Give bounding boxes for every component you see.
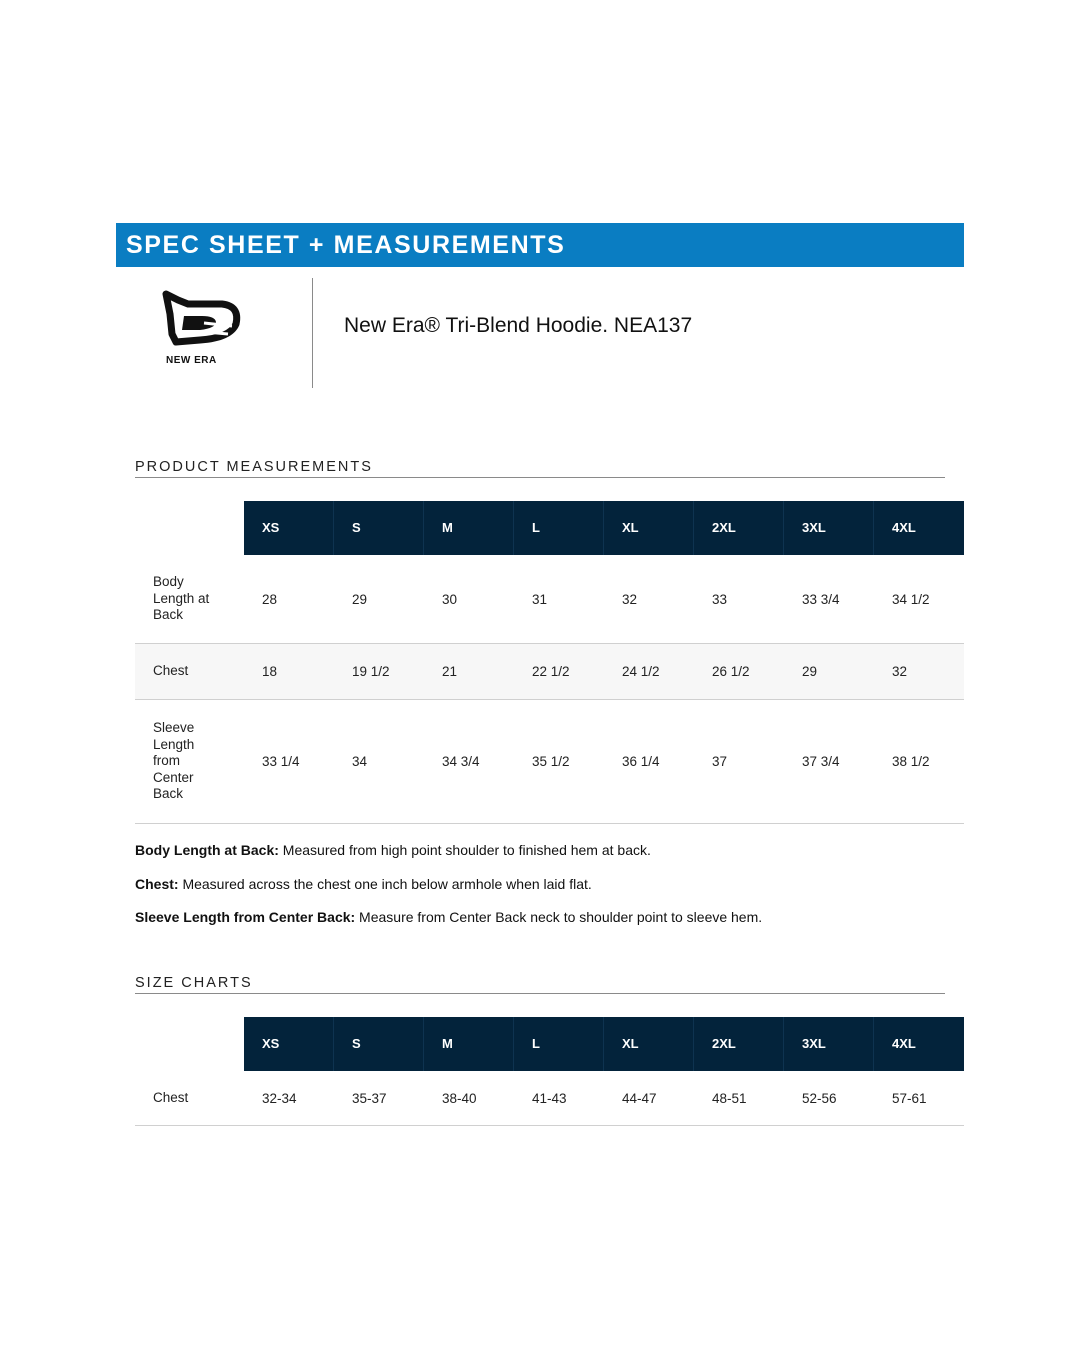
- table-cell: 34: [352, 754, 368, 769]
- header-cell: M: [424, 1017, 514, 1071]
- header-cell: 3XL: [784, 501, 874, 555]
- table-cell: 32: [892, 664, 908, 679]
- size-charts-heading: SIZE CHARTS: [135, 975, 945, 994]
- header-cell: L: [514, 1017, 604, 1071]
- header-cell: M: [424, 501, 514, 555]
- table-cell: 34 3/4: [442, 754, 480, 769]
- header-cell: 2XL: [694, 1017, 784, 1071]
- table-cell: 38 1/2: [892, 754, 930, 769]
- table-cell: 28: [262, 591, 278, 607]
- header-cell: 4XL: [874, 1017, 964, 1071]
- table-cell: 33 1/4: [262, 754, 300, 769]
- table-cell: 41-43: [532, 1090, 567, 1106]
- header-corner: [135, 501, 244, 555]
- table-cell: 44-47: [622, 1090, 657, 1106]
- table-cell: 31: [532, 591, 548, 607]
- note-text: Measured across the chest one inch below armhole when laid flat.: [178, 875, 592, 892]
- table-cell: 34 1/2: [892, 591, 930, 607]
- table-cell: 32-34: [262, 1090, 297, 1106]
- header-cell: S: [334, 501, 424, 555]
- table-cell: 19 1/2: [352, 664, 390, 679]
- logo-wordmark: NEW ERA: [166, 355, 217, 366]
- table-cell: 29: [352, 591, 368, 607]
- table-cell: 32: [622, 591, 638, 607]
- table-cell: 35 1/2: [532, 754, 570, 769]
- table-cell: 36 1/4: [622, 754, 660, 769]
- header-cell: S: [334, 1017, 424, 1071]
- table-cell: 24 1/2: [622, 664, 660, 679]
- header-divider: [312, 278, 313, 388]
- header-corner: [135, 1017, 244, 1071]
- header-cell: 2XL: [694, 501, 784, 555]
- table-row: [135, 555, 964, 644]
- table-cell: 37 3/4: [802, 754, 840, 769]
- table-cell: 21: [442, 664, 458, 679]
- table-row: [135, 1071, 964, 1126]
- new-era-logo: [160, 290, 250, 370]
- note-term: Sleeve Length from Center Back:: [135, 909, 356, 925]
- note-term: Chest:: [135, 875, 179, 892]
- size-charts-table: [135, 1017, 964, 1126]
- table-cell: 18: [262, 664, 278, 679]
- table-cell: 57-61: [892, 1090, 927, 1106]
- table-cell: 26 1/2: [712, 664, 750, 679]
- table-cell: 35-37: [352, 1090, 387, 1106]
- table-cell: 33: [712, 591, 728, 607]
- table-header-row: [135, 501, 964, 555]
- note-text: Measured from high point shoulder to finished hem at back.: [278, 842, 651, 858]
- table-cell: 37: [712, 754, 728, 769]
- header-cell: L: [514, 501, 604, 555]
- table-cell: 22 1/2: [532, 664, 570, 679]
- product-title: New Era® Tri-Blend Hoodie. NEA137: [344, 314, 693, 337]
- product-measurements-table: [135, 501, 964, 824]
- table-cell: 48-51: [712, 1090, 747, 1106]
- table-cell: 38-40: [442, 1090, 477, 1106]
- row-label: Chest: [153, 1089, 189, 1105]
- table-cell: 30: [442, 591, 458, 607]
- table-row: [135, 644, 964, 700]
- header-cell: 3XL: [784, 1017, 874, 1071]
- header-cell: XS: [244, 501, 334, 555]
- row-label: Sleeve Length from Center Back: [153, 720, 195, 802]
- header-cell: XL: [604, 501, 694, 555]
- measurement-notes: [135, 842, 965, 943]
- table-cell: 29: [802, 664, 818, 679]
- page-banner-title: SPEC SHEET + MEASUREMENTS: [116, 223, 964, 267]
- header-cell: XS: [244, 1017, 334, 1071]
- table-row: [135, 700, 964, 824]
- note-chest: [135, 876, 965, 910]
- product-measurements-heading: PRODUCT MEASUREMENTS: [135, 459, 945, 478]
- table-header-row: [135, 1017, 964, 1071]
- header-cell: 4XL: [874, 501, 964, 555]
- note-term: Body Length at Back:: [135, 842, 279, 858]
- row-label: Chest: [153, 663, 189, 679]
- note-body-length: [135, 842, 965, 876]
- note-sleeve-length: [135, 909, 965, 943]
- row-label: Body Length at Back: [153, 574, 210, 623]
- header-cell: XL: [604, 1017, 694, 1071]
- table-cell: 33 3/4: [802, 591, 840, 607]
- note-text: Measure from Center Back neck to shoulder point to sleeve hem.: [355, 909, 763, 925]
- new-era-flag-icon: [160, 290, 250, 370]
- table-cell: 52-56: [802, 1090, 837, 1106]
